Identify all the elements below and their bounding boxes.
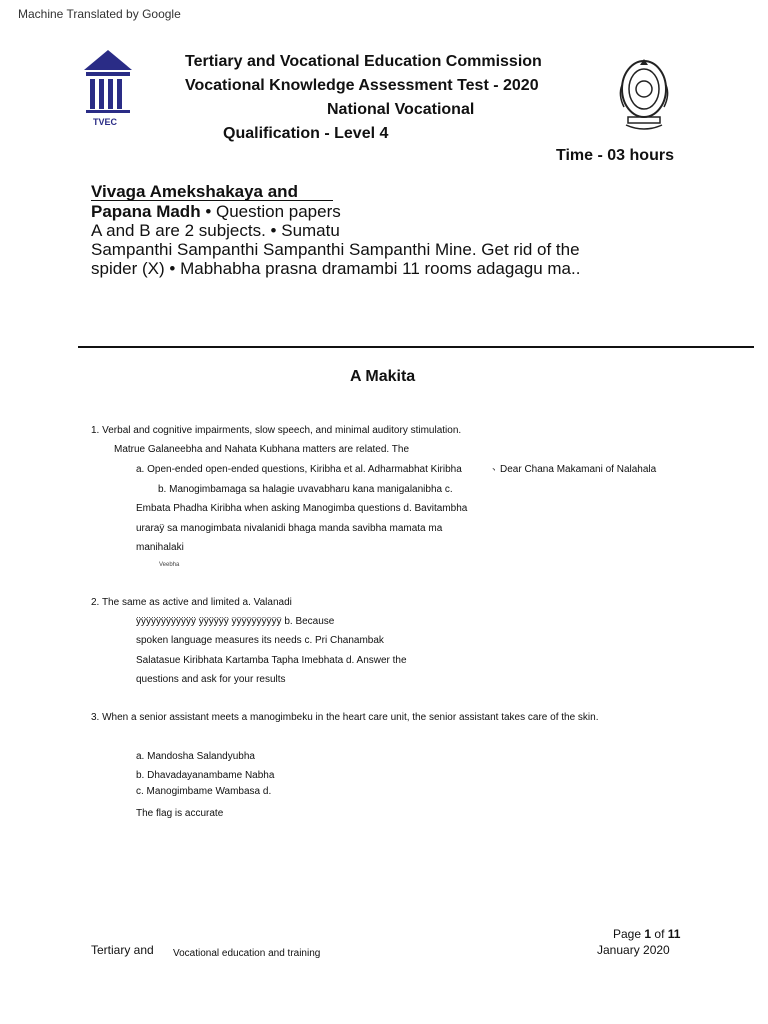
intro-line-4: Sampanthi Sampanthi Sampanthi Sampanthi Mine. Get rid of the [91, 240, 580, 259]
header-line-1: Tertiary and Vocational Education Commission [185, 53, 542, 70]
q1-line-7: manihalaki [136, 542, 184, 553]
national-emblem-icon [614, 55, 674, 133]
tvec-logo-icon [80, 48, 136, 128]
q2-line-1: 2. The same as active and limited a. Valanadi [91, 597, 292, 608]
time-allowed: Time - 03 hours [556, 147, 674, 164]
q1-line-3b: Dear Chana Makamani of Nalahala [500, 464, 657, 475]
intro-line-2-bold: Papana Madh [91, 202, 201, 221]
q1-line-2: Matrue Galaneebha and Nahata Kubhana matters are related. The [114, 444, 410, 455]
intro-line-3: A and B are 2 subjects. • Sumatu [91, 221, 340, 240]
page-label: Page [613, 927, 642, 941]
q3-line-1: 3. When a senior assistant meets a manogimbeku in the heart care unit, the senior assistant takes care of the skin. [91, 712, 599, 723]
q1-line-5: Embata Phadha Kiribha when asking Manogimba questions d. Bavitambha [136, 503, 468, 514]
q3-line-5: The flag is accurate [136, 808, 224, 819]
header-line-4: Qualification - Level 4 [223, 125, 389, 142]
q2-line-2: ÿÿÿÿÿÿÿÿÿÿÿÿ ÿÿÿÿÿÿ ÿÿÿÿÿÿÿÿÿÿ b. Because [136, 616, 335, 627]
q1-mark: 、 [492, 462, 502, 473]
header-line-3: National Vocational [327, 101, 475, 118]
q2-line-5: questions and ask for your results [136, 674, 286, 685]
machine-translation-banner: Machine Translated by Google [18, 7, 181, 21]
q2-line-4: Salatasue Kiribhata Kartamba Tapha Imebhata d. Answer the [136, 655, 407, 666]
q3-line-2: a. Mandosha Salandyubha [136, 751, 255, 762]
intro-line-2-rest: • Question papers [200, 202, 341, 221]
footer-left-1: Tertiary and [91, 943, 154, 957]
footer-left-2: Vocational education and training [173, 948, 321, 959]
intro-underline [91, 200, 333, 201]
intro-line-5: spider (X) • Mabhabha prasna dramambi 11 rooms adagagu ma.. [91, 259, 581, 278]
q1-line-6: uraraÿ sa manogimbata nivalanidi bhaga manda savibha mamata ma [136, 523, 443, 534]
logo-caption: TVEC [93, 117, 118, 127]
section-title: A Makita [350, 368, 416, 385]
q3-line-3: b. Dhavadayanambame Nabha [136, 770, 275, 781]
intro-line-2 [91, 202, 341, 221]
header-line-2: Vocational Knowledge Assessment Test - 2020 [185, 77, 539, 94]
intro-line-1: Vivaga Amekshakaya and [91, 182, 298, 201]
page-current: 1 [644, 927, 652, 941]
page-total: 11 [667, 927, 681, 941]
q3-line-4: c. Manogimbame Wambasa d. [136, 786, 272, 797]
page-of: of [654, 927, 665, 941]
footer-date: January 2020 [597, 943, 670, 957]
q1-line-1: 1. Verbal and cognitive impairments, slow speech, and minimal auditory stimulation. [91, 425, 462, 436]
q2-line-3: spoken language measures its needs c. Pri Chanambak [136, 635, 384, 646]
q1-line-3: a. Open-ended open-ended questions, Kiribha et al. Adharmabhat Kiribha [136, 464, 462, 475]
q1-line-8: Veebha [159, 562, 180, 568]
q1-line-4: b. Manogimbamaga sa halagie uvavabharu kana manigalanibha c. [158, 484, 453, 495]
page-number [613, 927, 680, 941]
section-divider [78, 346, 754, 348]
